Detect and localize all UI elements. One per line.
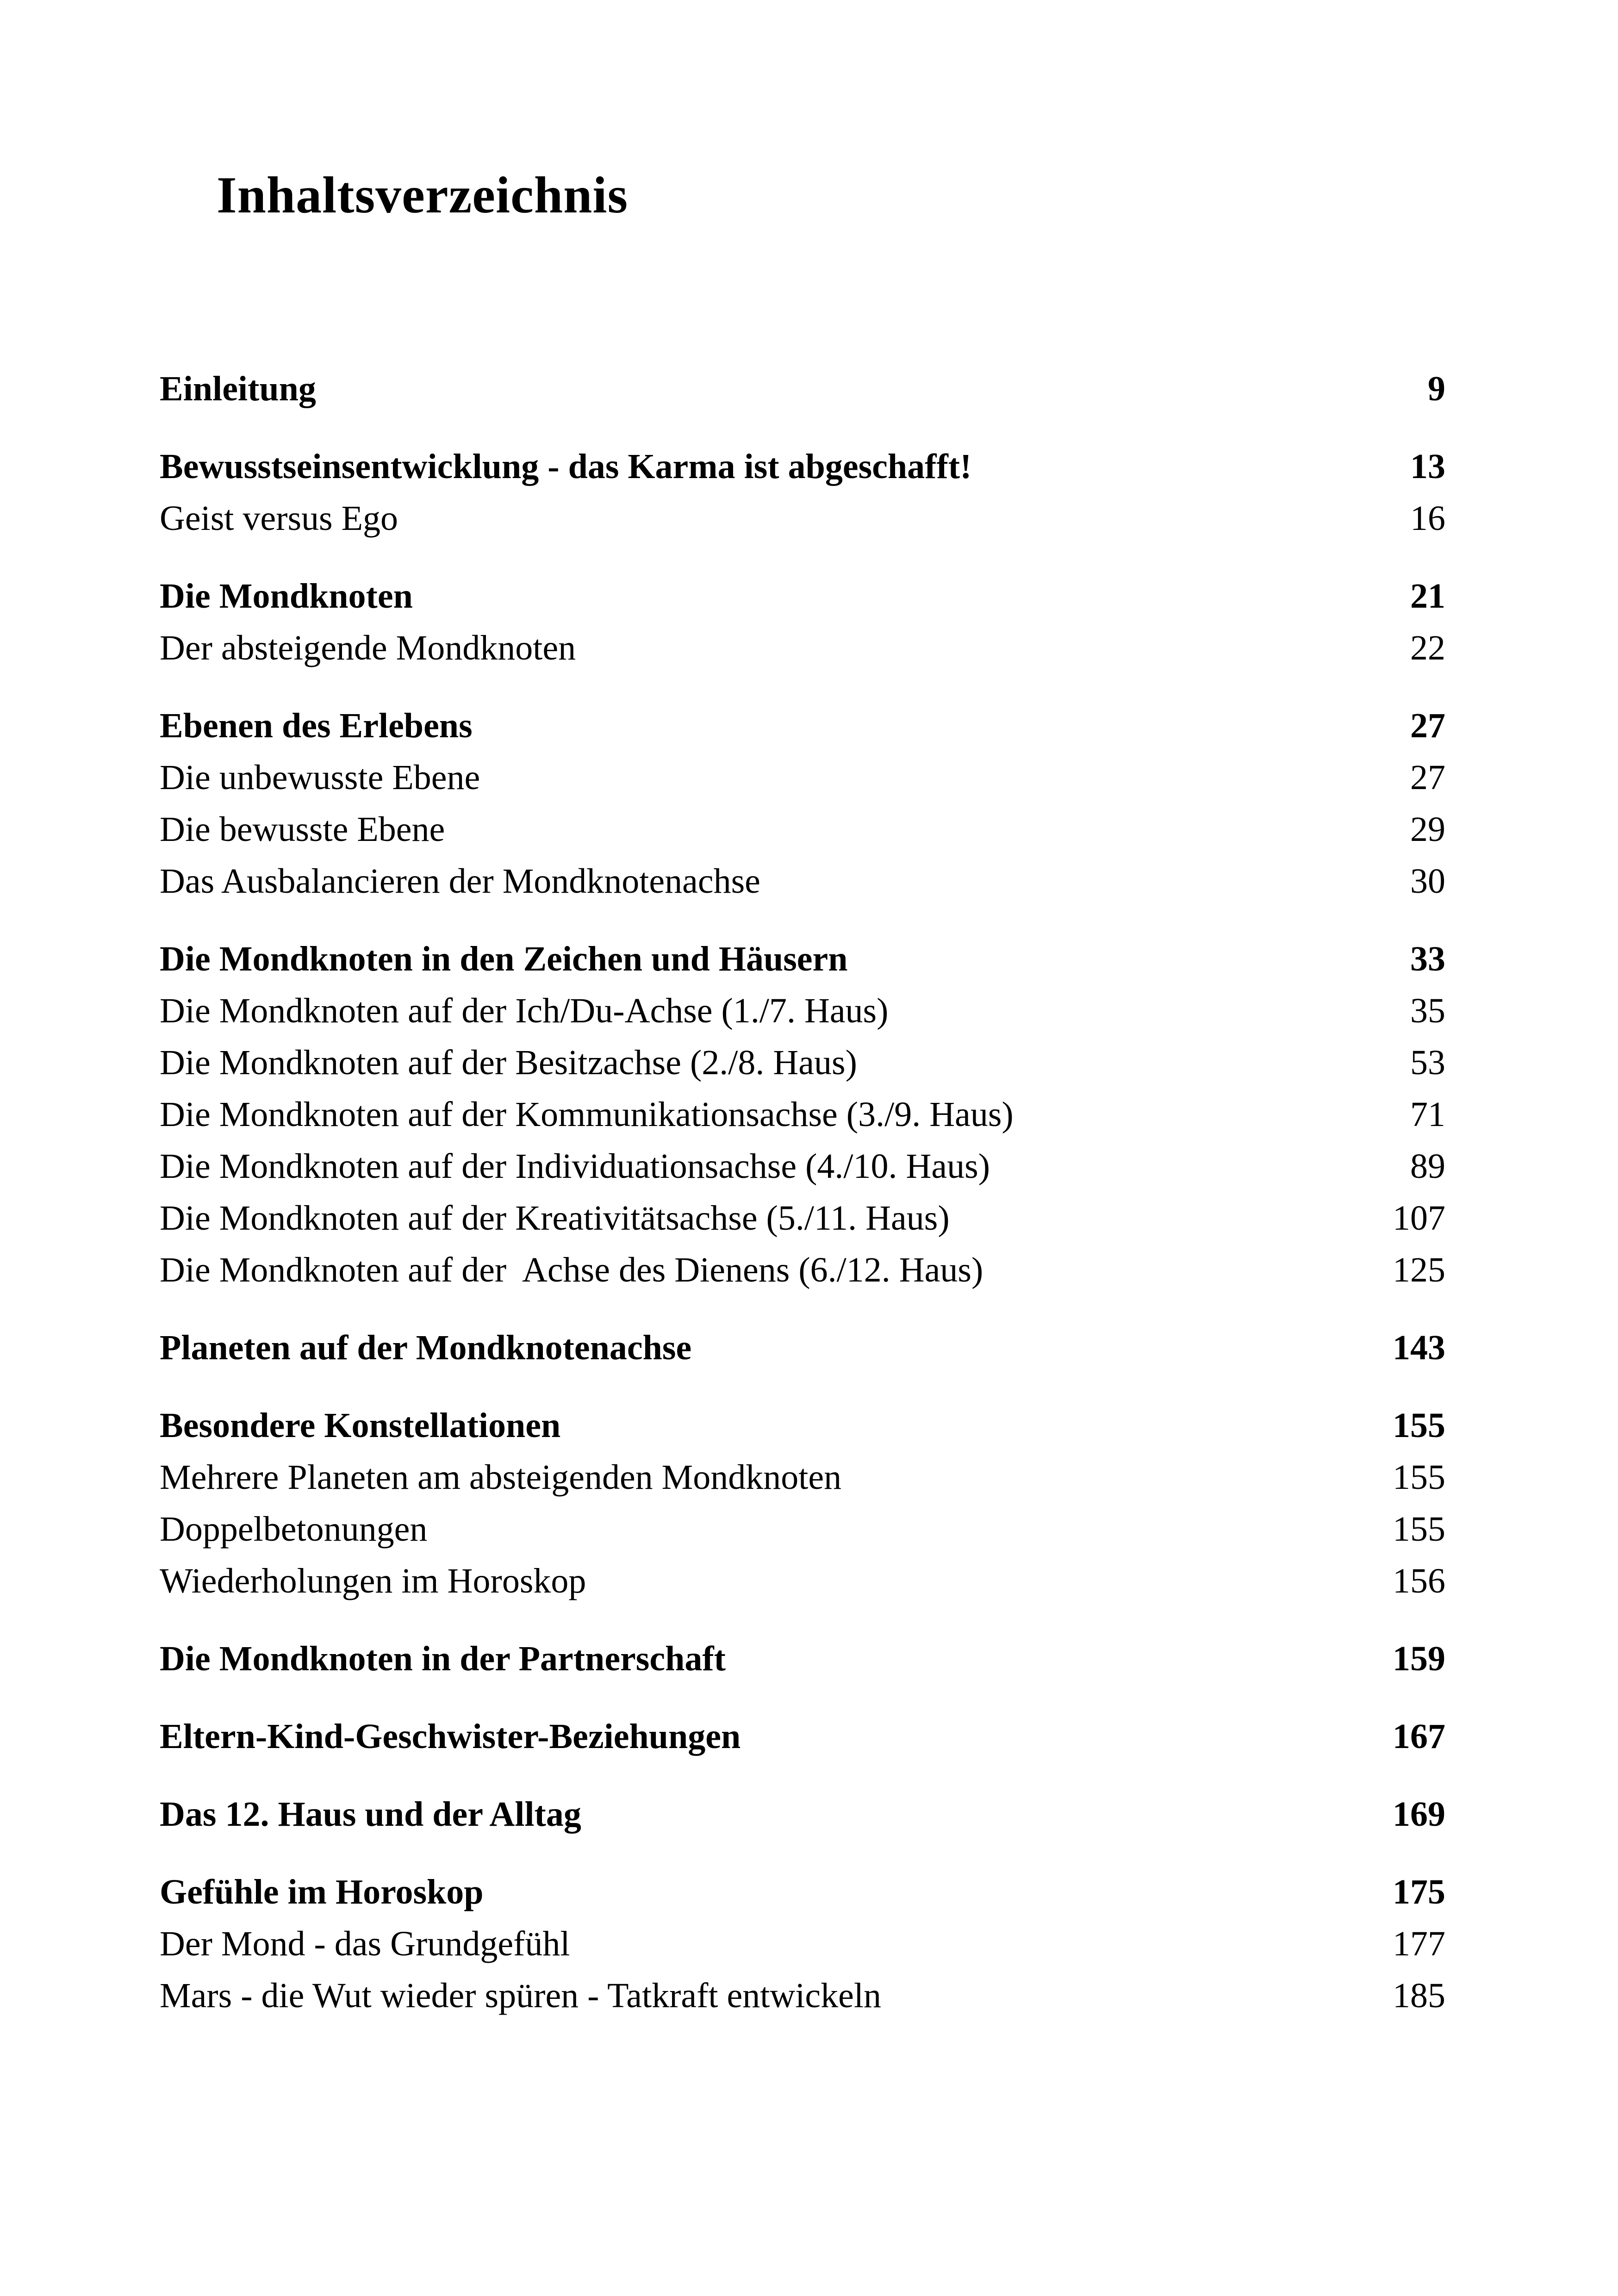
toc-entry-label: Die Mondknoten auf der Besitzachse (2./8. Haus) xyxy=(160,1043,857,1082)
toc-entry-label: Doppelbetonungen xyxy=(160,1510,428,1549)
toc-group xyxy=(160,1322,1445,1374)
toc-entry-page: 175 xyxy=(1393,1873,1445,1911)
toc-entry-page: 125 xyxy=(1393,1251,1445,1289)
toc-entry-label: Eltern-Kind-Geschwister-Beziehungen xyxy=(160,1717,741,1756)
toc-entry xyxy=(160,1400,1445,1451)
toc-entry-label: Die Mondknoten auf der Ich/Du-Achse (1./7. Haus) xyxy=(160,991,889,1030)
toc-entry-label: Besondere Konstellationen xyxy=(160,1406,561,1445)
toc-group xyxy=(160,363,1445,415)
toc-entry-label: Die Mondknoten xyxy=(160,577,413,616)
toc-entry-page: 22 xyxy=(1410,628,1445,667)
toc-entry-page: 71 xyxy=(1410,1095,1445,1134)
toc-entry-page: 29 xyxy=(1410,810,1445,849)
toc-entry-page: 89 xyxy=(1410,1147,1445,1186)
toc-entry-label: Planeten auf der Mondknotenachse xyxy=(160,1328,692,1367)
toc-entry-page: 156 xyxy=(1393,1562,1445,1600)
toc-entry xyxy=(160,803,1445,855)
toc-entry-label: Die Mondknoten auf der Kreativitätsachse (5./11. Haus) xyxy=(160,1199,950,1238)
toc-entry-label: Die bewusste Ebene xyxy=(160,810,445,849)
toc-entry-page: 35 xyxy=(1410,991,1445,1030)
toc-entry xyxy=(160,933,1445,985)
toc-entry-page: 53 xyxy=(1410,1043,1445,1082)
toc-entry-page: 155 xyxy=(1393,1510,1445,1549)
toc-entry-page: 16 xyxy=(1410,499,1445,538)
toc-entry-page: 21 xyxy=(1410,577,1445,616)
toc-group xyxy=(160,1711,1445,1762)
toc-entry xyxy=(160,1192,1445,1244)
toc-entry-label: Die unbewusste Ebene xyxy=(160,758,480,797)
toc-group xyxy=(160,1633,1445,1685)
toc-entry xyxy=(160,1918,1445,1970)
toc-entry xyxy=(160,1503,1445,1555)
toc-entry-label: Einleitung xyxy=(160,369,316,408)
toc-entry xyxy=(160,855,1445,907)
toc-entry xyxy=(160,985,1445,1037)
toc-entry-label: Ebenen des Erlebens xyxy=(160,706,473,745)
toc-group xyxy=(160,933,1445,1296)
toc-entry-label: Geist versus Ego xyxy=(160,499,398,538)
toc-entry-label: Mars - die Wut wieder spüren - Tatkraft entwickeln xyxy=(160,1976,881,2015)
toc-entry xyxy=(160,1633,1445,1685)
toc-entry xyxy=(160,1089,1445,1140)
toc-group xyxy=(160,441,1445,544)
toc-entry xyxy=(160,1244,1445,1296)
toc-entry xyxy=(160,441,1445,492)
table-of-contents xyxy=(160,363,1445,2022)
toc-entry-page: 27 xyxy=(1410,706,1445,745)
toc-entry xyxy=(160,1711,1445,1762)
toc-entry-page: 155 xyxy=(1393,1406,1445,1445)
toc-entry-label: Der Mond - das Grundgefühl xyxy=(160,1924,570,1963)
toc-entry-label: Das 12. Haus und der Alltag xyxy=(160,1795,581,1834)
toc-entry xyxy=(160,622,1445,674)
toc-group xyxy=(160,1400,1445,1607)
toc-group xyxy=(160,1788,1445,1840)
toc-entry-page: 177 xyxy=(1393,1924,1445,1963)
toc-entry-label: Das Ausbalancieren der Mondknotenachse xyxy=(160,862,760,901)
toc-entry-page: 169 xyxy=(1393,1795,1445,1834)
toc-entry-page: 185 xyxy=(1393,1976,1445,2015)
toc-entry-label: Die Mondknoten auf der Kommunikationsachse (3./9. Haus) xyxy=(160,1095,1014,1134)
toc-entry xyxy=(160,752,1445,803)
toc-entry xyxy=(160,1788,1445,1840)
toc-entry-page: 159 xyxy=(1393,1639,1445,1678)
toc-entry xyxy=(160,363,1445,415)
toc-entry-label: Wiederholungen im Horoskop xyxy=(160,1562,586,1600)
toc-entry-page: 13 xyxy=(1410,447,1445,486)
toc-entry-page: 167 xyxy=(1393,1717,1445,1756)
toc-group xyxy=(160,570,1445,674)
toc-entry-page: 9 xyxy=(1428,369,1445,408)
toc-entry-label: Die Mondknoten in den Zeichen und Häusern xyxy=(160,940,848,978)
toc-entry xyxy=(160,1322,1445,1374)
toc-entry xyxy=(160,1970,1445,2022)
toc-entry xyxy=(160,1140,1445,1192)
toc-entry-label: Die Mondknoten auf der Achse des Dienens (6./12. Haus) xyxy=(160,1251,983,1289)
toc-entry-label: Mehrere Planeten am absteigenden Mondknoten xyxy=(160,1458,842,1497)
toc-entry xyxy=(160,1451,1445,1503)
toc-entry xyxy=(160,1866,1445,1918)
toc-entry-label: Die Mondknoten in der Partnerschaft xyxy=(160,1639,726,1678)
toc-entry xyxy=(160,492,1445,544)
toc-entry xyxy=(160,1037,1445,1089)
toc-entry-label: Bewusstseinsentwicklung - das Karma ist abgeschafft! xyxy=(160,447,972,486)
toc-group xyxy=(160,1866,1445,2022)
toc-entry xyxy=(160,700,1445,752)
toc-entry-page: 143 xyxy=(1393,1328,1445,1367)
toc-entry-page: 155 xyxy=(1393,1458,1445,1497)
page-title: Inhaltsverzeichnis xyxy=(217,167,629,224)
toc-entry-page: 33 xyxy=(1410,940,1445,978)
toc-entry-page: 30 xyxy=(1410,862,1445,901)
toc-entry-page: 27 xyxy=(1410,758,1445,797)
toc-entry xyxy=(160,1555,1445,1607)
toc-entry-label: Die Mondknoten auf der Individuationsachse (4./10. Haus) xyxy=(160,1147,990,1186)
toc-entry xyxy=(160,570,1445,622)
toc-entry-label: Gefühle im Horoskop xyxy=(160,1873,484,1911)
toc-entry-label: Der absteigende Mondknoten xyxy=(160,628,576,667)
toc-entry-page: 107 xyxy=(1393,1199,1445,1238)
toc-group xyxy=(160,700,1445,907)
